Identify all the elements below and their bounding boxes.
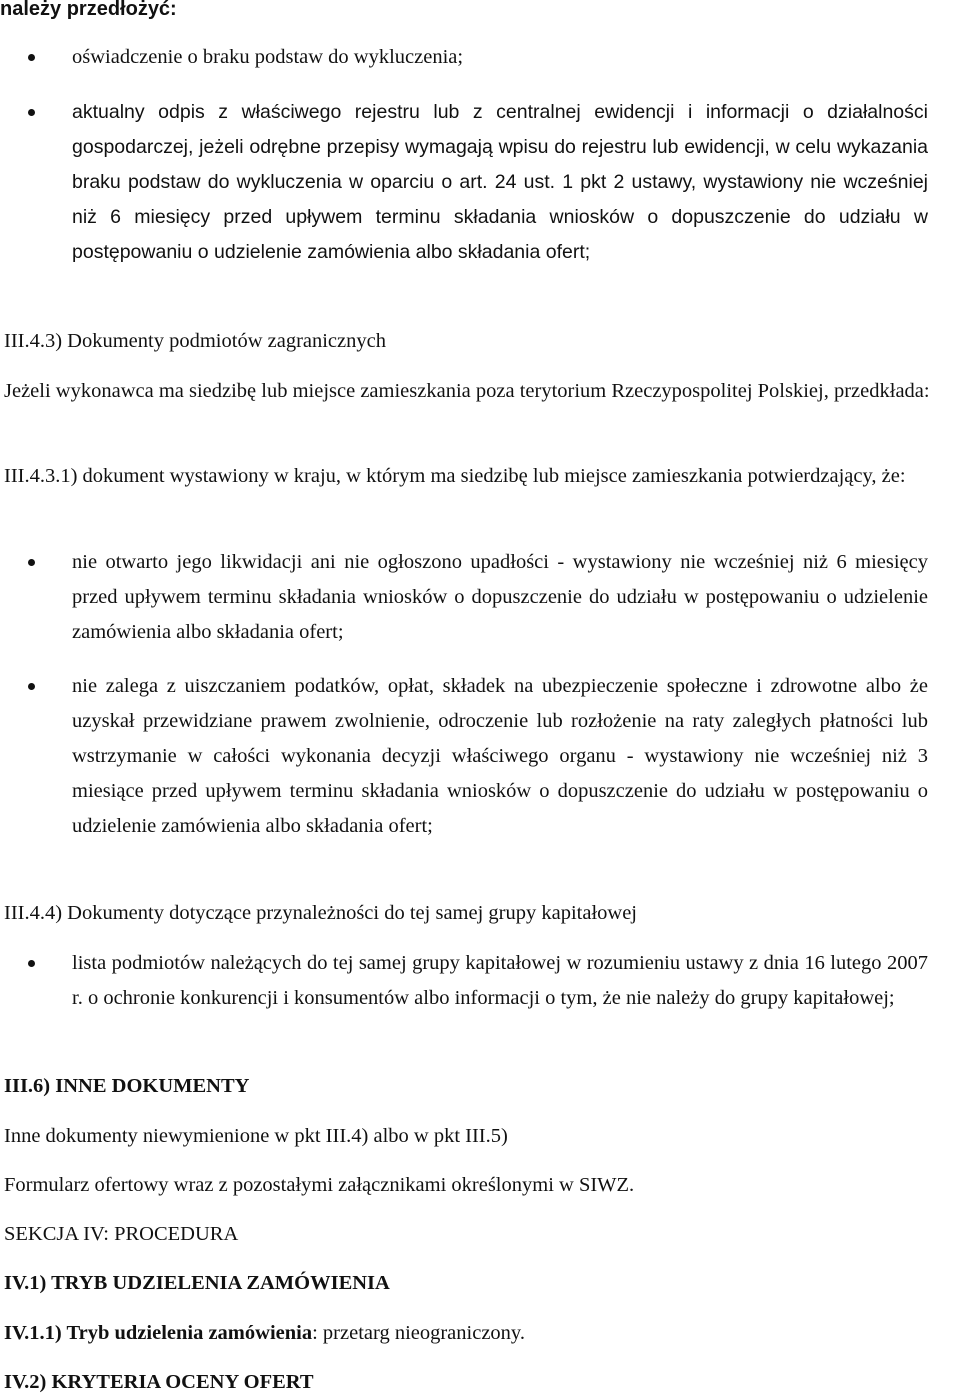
foreign-confirmation-list [0,545,960,844]
paragraph-offer-form: Formularz ofertowy wraz z pozostałymi załącznikami określonymi w SIWZ. [4,1174,635,1196]
list-item: nie zalega z uiszczaniem podatków, opłat, składek na ubezpieczenie społeczne i zdrowotne albo że uzyskał przewidziane prawem zwolnienie, odroczenie lub rozłożenie na raty zaległych płatności lub wstrzymanie w całości wykonania decyzji właściwego organu - wystawiony nie wcześniej niż 3 miesiące przed upływem terminu składania wniosków o dopuszczenie do udziału w postępowaniu o udzielenie zamówienia albo składania ofert; [0,669,960,844]
bullet-icon [28,559,35,566]
paragraph-other-docs: Inne dokumenty niewymienione w pkt III.4) albo w pkt III.5) [4,1125,508,1147]
section-heading-evaluation-criteria: IV.2) KRYTERIA OCENY OFERT [4,1371,314,1393]
bullet-icon [28,54,35,61]
paragraph-document-abroad: III.4.3.1) dokument wystawiony w kraju, w którym ma siedzibę lub miejsce zamieszkania potwierdzający, że: [4,465,906,487]
procedure-mode-value: : przetarg nieograniczony. [312,1322,525,1344]
section-heading-foreign-docs: III.4.3) Dokumenty podmiotów zagranicznych [4,330,386,352]
top-heading: należy przedłożyć: [0,0,177,20]
bullet-icon [28,683,35,690]
procedure-mode-label: IV.1.1) Tryb udzielenia zamówienia [4,1322,313,1344]
list-item: oświadczenie o braku podstaw do wykluczenia; [0,40,960,75]
list-item: aktualny odpis z właściwego rejestru lub z centralnej ewidencji i informacji o działalności gospodarczej, jeżeli odrębne przepisy wymagają wpisu do rejestru lub ewidencji, w celu wykazania braku podstaw do wykluczenia w oparciu o art. 24 ust. 1 pkt 2 ustawy, wystawiony nie wcześniej niż 6 miesięcy przed upływem terminu składania wniosków o dopuszczenie do udziału w postępowaniu o udzielenie zamówienia albo składania ofert; [0,95,960,270]
paragraph-procedure-mode [4,1316,956,1351]
bullet-icon [28,109,35,116]
list-item: lista podmiotów należących do tej samej grupy kapitałowej w rozumieniu ustawy z dnia 16 lutego 2007 r. o ochronie konkurencji i konsumentów albo informacji o tym, że nie należy do grupy kapitałowej; [0,946,960,1016]
required-documents-list [0,40,960,270]
bullet-icon [28,960,35,967]
paragraph-foreign-entity: Jeżeli wykonawca ma siedzibę lub miejsce zamieszkania poza terytorium Rzeczypospolitej Polskiej, przedkłada: [4,380,930,402]
list-item: nie otwarto jego likwidacji ani nie ogłoszono upadłości - wystawiony nie wcześniej niż 6 miesięcy przed upływem terminu składania wniosków o dopuszczenie do udziału w postępowaniu o udzielenie zamówienia albo składania ofert; [0,545,960,650]
section-heading-other-docs: III.6) INNE DOKUMENTY [4,1075,250,1097]
section-heading-procedure-type: IV.1) TRYB UDZIELENIA ZAMÓWIENIA [4,1272,390,1294]
section-heading-procedure: SEKCJA IV: PROCEDURA [4,1223,239,1245]
capital-group-list [0,946,960,1016]
section-heading-capital-group: III.4.4) Dokumenty dotyczące przynależności do tej samej grupy kapitałowej [4,902,637,924]
